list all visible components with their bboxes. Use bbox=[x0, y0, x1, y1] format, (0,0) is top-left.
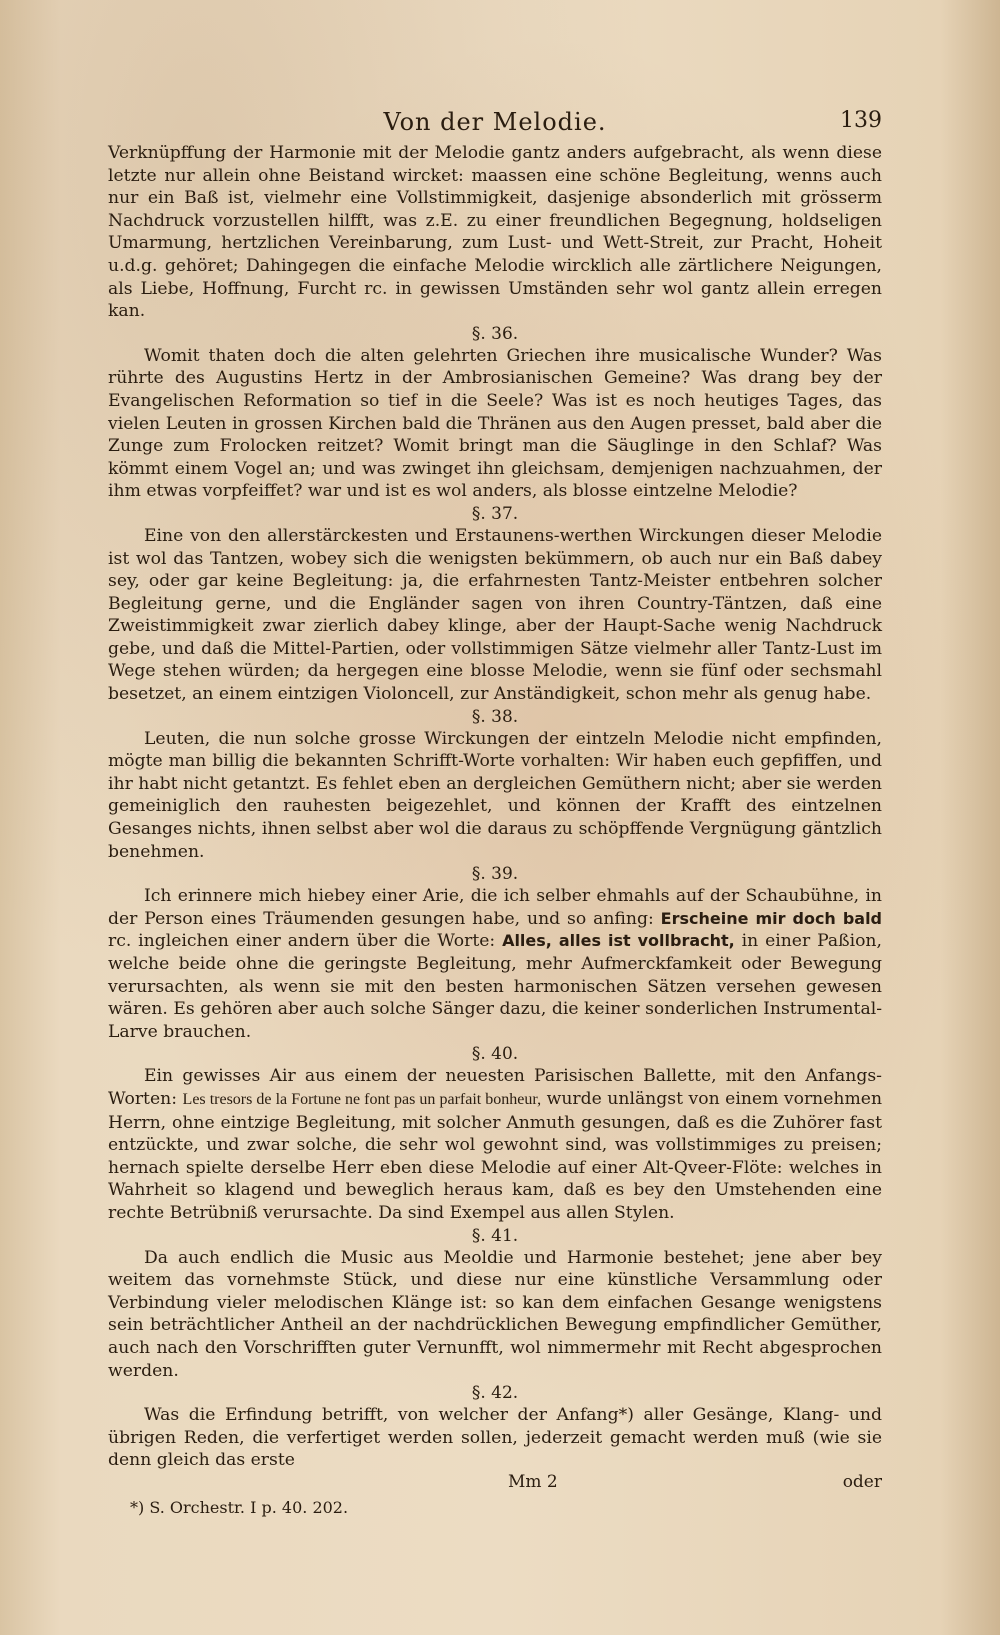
section-heading-42: §. 42. bbox=[471, 1383, 519, 1404]
paragraph-36: Womit thaten doch die alten gelehrten Griechen ihre musicalische Wunder? Was rührte des Augustins Hertz in der Ambrosianischen Gemeine? Was drang bey der Evangelischen Reformation so tief in die Seele? Was ist es noch heutiges Tages, das vielen Leuten in grossen Kirchen bald die Thränen aus den Augen presset, bald aber die Zunge zum Frolocken reitzet? Womit bringt man die Säuglinge in den Schlaf? Was kömmt einem Vogel an; und was zwinget ihn gleichsam, demjenigen nachzuahmen, der ihm etwas vorpfeiffet? war und ist es wol anders, als blosse eintzelne Melodie? bbox=[108, 345, 882, 502]
aria-incipit-2: Alles, alles ist vollbracht, bbox=[502, 931, 735, 951]
paragraph-40 bbox=[108, 1065, 882, 1224]
paragraph-39 bbox=[108, 885, 882, 1043]
section-heading-38: §. 38. bbox=[471, 706, 519, 727]
paragraph-39-text-a: Ich erinnere mich hiebey einer Arie, die ich selber ehmahls auf der Schaubühne, in der Person eines Träumenden gesungen habe, und so anfing: bbox=[108, 886, 882, 929]
aria-incipit-1: Erscheine mir doch bald bbox=[660, 908, 883, 928]
french-incipit: Les tresors de la Fortune ne font pas un parfait bonheur, bbox=[182, 1090, 542, 1108]
paragraph-39-text-b: rc. ingleichen einer andern über die Worte: bbox=[108, 931, 496, 952]
paragraph-40-text-a: Ein gewisses Air aus einem der neuesten Parisischen Ballette, mit den Anfangs-Worten: bbox=[108, 1066, 882, 1109]
paragraph-40-text-b: wurde unlängst von einem vornehmen Herrn, ohne eintzige Begleitung, mit solcher Anmuth gesungen, daß es die Zuhörer fast entzückte, und zwar solche, die sehr wol gewohnt sind, was vollstimmiges zu preisen; hernach spielte derselbe Herr eben diese Melodie auf einer Alt-Qveer-Flöte: welches in Wahrheit so klagend und beweglich heraus kam, daß es bey den Umstehenden eine rechte Betrübniß verursachte. Da sind Exempel aus allen Stylen. bbox=[108, 1088, 883, 1223]
section-heading-41: §. 41. bbox=[471, 1225, 519, 1246]
section-heading-40: §. 40. bbox=[471, 1044, 519, 1065]
paragraph-42: Was die Erfindung betrifft, von welcher der Anfang*) aller Gesänge, Klang- und übrigen Reden, die verfertiget werden sollen, jederzeit gemacht werden muß (wie sie denn gleich das erste bbox=[108, 1405, 882, 1471]
paragraph-38: Leuten, die nun solche grosse Wirckungen der eintzeln Melodie nicht empfinden, mögte man billig die bekannten Schrifft-Worte vorhalten: Wir haben euch gepfiffen, und ihr habt nicht getantzt. Es fehlet eben an dergleichen Gemüthern nicht; aber sie werden gemeiniglich den rauhesten beigezehlet, und können der Krafft des eintzelnen Gesanges nichts, ihnen selbst aber wol die daraus zu schöpffende Vergnügung gäntzlich benehmen. bbox=[108, 728, 882, 862]
catchword: oder bbox=[842, 1471, 882, 1492]
signature-mark: Mm 2 bbox=[508, 1471, 558, 1492]
section-heading-36: §. 36. bbox=[471, 323, 519, 344]
paragraph-continuation: Verknüpffung der Harmonie mit der Melodie gantz anders aufgebracht, als wenn diese letzte nur allein ohne Beistand wircket: maassen eine schöne Begleitung, wenns auch nur ein Baß ist, vielmehr eine Vollstimmigkeit, dasjenige absonderlich mit grösserm Nachdruck vorzustellen hilfft, was z.E. zu einer freundlichen Begegnung, holdseligen Umarmung, hertzlichen Vereinbarung, zum Lust- und Wett-Streit, zur Pracht, Hoheit u.d.g. gehöret; Dahingegen die einfache Melodie wircklich alle zärtlichere Neigungen, als Liebe, Hoffnung, Furcht rc. in gewissen Umständen sehr wol gantz allein erregen kan. bbox=[108, 143, 882, 322]
running-title: Von der Melodie. bbox=[383, 108, 607, 136]
paragraph-37: Eine von den allerstärckesten und Erstaunens-werthen Wirckungen dieser Melodie ist wol das Tantzen, wobey sich die wenigsten bekümmern, ob auch nur ein Baß dabey sey, oder gar keine Begleitung: ja, die erfahrnesten Tantz-Meister entbehren solcher Begleitung gerne, und die Engländer sagen von ihren Country-Täntzen, daß eine Zweistimmigkeit zwar zierlich dabey klinge, aber der Haupt-Sache wenig Nachdruck gebe, und daß die Mittel-Partien, oder vollstimmigen Sätze vielmehr aller Tantz-Lust im Wege stehen würden; da hergegen eine blosse Melodie, wenn sie fünf oder sechsmahl besetzet, an einem eintzigen Violoncell, zur Anständigkeit, schon mehr als genug habe. bbox=[108, 525, 882, 705]
page-number: 139 bbox=[840, 108, 882, 133]
footnote: *) S. Orchestr. I p. 40. 202. bbox=[130, 1497, 349, 1517]
paragraph-41: Da auch endlich die Music aus Meoldie und Harmonie bestehet; jene aber bey weitem das vornehmste Stück, und diese nur eine künstliche Versammlung oder Verbindung vieler melodischen Klänge ist: so kan dem einfachen Gesange wenigstens sein beträchtlicher Antheil an der nachdrücklichen Bewegung empfindlicher Gemüther, auch nach den Vorschrifften guter Vernunfft, wol nimmermehr mit Recht abgesprochen werden. bbox=[108, 1247, 882, 1381]
page-foot-line bbox=[108, 1472, 882, 1496]
paragraph-39-text-c: in einer Paßion, welche beide ohne die geringste Begleitung, mehr Aufmerckfamkeit oder Bewegung verursachten, als wenn sie mit den besten harmonischen Sätzen versehen gewesen wären. Es gehören aber auch solche Sänger dazu, die keiner sonderlichen Instrumental-Larve brauchen. bbox=[108, 931, 882, 1042]
section-heading-37: §. 37. bbox=[471, 503, 519, 524]
running-head bbox=[108, 108, 882, 142]
section-heading-39: §. 39. bbox=[471, 864, 519, 885]
